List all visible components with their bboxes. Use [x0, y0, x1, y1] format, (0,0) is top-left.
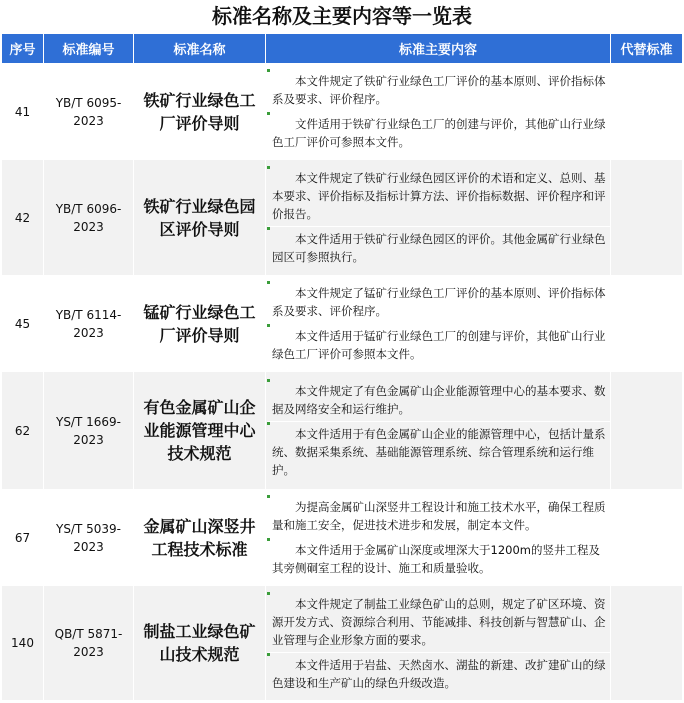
table-row: [2, 586, 683, 701]
row-content-para1: 本文件规定了铁矿行业绿色园区评价的术语和定义、总则、基本要求、评价指标及指标计算方法、评价指标数据、评价程序和评价报告。: [266, 166, 610, 226]
row-content-para1: 本文件规定了铁矿行业绿色工厂评价的基本原则、评价指标体系及要求、评价程序。: [266, 69, 610, 111]
row-name: 制盐工业绿色矿山技术规范: [134, 586, 266, 701]
row-content-para1: 本文件规定了制盐工业绿色矿山的总则，规定了矿区环境、资源开发方式、资源综合利用、节能减排、科技创新与智慧矿山、企业管理与企业形象方面的要求。: [266, 592, 610, 652]
row-replaced: [611, 490, 683, 586]
table-row: [2, 160, 683, 276]
row-content-para2: 本文件适用于铁矿行业绿色园区的评价。其他金属矿行业绿色园区可参照执行。: [266, 226, 610, 269]
row-content: [266, 64, 611, 160]
row-content-para1: 本文件规定了锰矿行业绿色工厂评价的基本原则、评价指标体系及要求、评价程序。: [266, 281, 610, 323]
row-code: [44, 64, 134, 160]
row-code-line2: 2023: [73, 432, 104, 447]
row-code: [44, 372, 134, 490]
row-content-para1: 为提高金属矿山深竖井工程设计和施工技术水平，确保工程质量和施工安全，促进技术进步和发展，制定本文件。: [266, 495, 610, 537]
row-seq: 62: [2, 372, 44, 490]
page-title: 标准名称及主要内容等一览表: [212, 4, 472, 28]
row-code-line1: QB/T 5871-: [54, 627, 123, 641]
row-replaced: [611, 372, 683, 490]
row-seq: 67: [2, 490, 44, 586]
row-content: [266, 490, 611, 586]
header-replaced: 代替标准: [611, 34, 683, 64]
row-code-line2: 2023: [73, 645, 104, 659]
row-code-line1: YB/T 6096-: [55, 201, 122, 216]
row-name: 锰矿行业绿色工厂评价导则: [134, 276, 266, 372]
row-replaced: [611, 160, 683, 276]
row-name: 铁矿行业绿色园区评价导则: [134, 160, 266, 276]
table-row: [2, 64, 683, 160]
row-content: [266, 276, 611, 372]
row-content-para2: 本文件适用于有色金属矿山企业的能源管理中心，包括计量系统、数据采集系统、基础能源管理系统、综合管理系统和运行维护。: [266, 421, 610, 482]
row-content: [266, 160, 611, 276]
row-code-line1: YB/T 6114-: [55, 307, 122, 322]
row-code: [44, 586, 134, 701]
row-name: 有色金属矿山企业能源管理中心技术规范: [134, 372, 266, 490]
row-replaced: [611, 64, 683, 160]
row-content-para2: 本文件适用于金属矿山深度或埋深大于1200m的竖井工程及其旁侧硐室工程的设计、施工和质量验收。: [266, 537, 610, 580]
header-code: 标准编号: [44, 34, 134, 64]
table-row: [2, 372, 683, 490]
row-code-line1: YS/T 5039-: [55, 521, 121, 536]
row-code-line2: 2023: [73, 113, 104, 128]
row-name: 金属矿山深竖井工程技术标准: [134, 490, 266, 586]
row-code: [44, 160, 134, 276]
table-row: [2, 490, 683, 586]
row-content: [266, 372, 611, 490]
header-content: 标准主要内容: [266, 34, 611, 64]
table-row: [2, 276, 683, 372]
header-seq: 序号: [2, 34, 44, 64]
row-code-line1: YS/T 1669-: [55, 414, 121, 429]
row-content-para2: 本文件适用于锰矿行业绿色工厂的创建与评价，其他矿山行业绿色工厂评价可参照本文件。: [266, 323, 610, 366]
row-seq: 45: [2, 276, 44, 372]
table-header-row: [2, 34, 683, 64]
row-replaced: [611, 276, 683, 372]
row-content-para2: 本文件适用于岩盐、天然卤水、湖盐的新建、改扩建矿山的绿色建设和生产矿山的绿色升级改造。: [266, 652, 610, 695]
row-seq: 41: [2, 64, 44, 160]
standards-table: [1, 33, 683, 701]
row-code-line2: 2023: [73, 219, 104, 234]
row-seq: 140: [2, 586, 44, 701]
row-replaced: [611, 586, 683, 701]
row-code: [44, 276, 134, 372]
row-content-para1: 本文件规定了有色金属矿山企业能源管理中心的基本要求、数据及网络安全和运行维护。: [266, 379, 610, 421]
row-code: [44, 490, 134, 586]
row-code-line2: 2023: [73, 539, 104, 554]
row-seq: 42: [2, 160, 44, 276]
row-code-line2: 2023: [73, 325, 104, 340]
row-content-para2: 文件适用于铁矿行业绿色工厂的创建与评价，其他矿山行业绿色工厂评价可参照本文件。: [266, 111, 610, 154]
row-content: [266, 586, 611, 701]
header-name: 标准名称: [134, 34, 266, 64]
row-code-line1: YB/T 6095-: [55, 95, 122, 110]
row-name: 铁矿行业绿色工厂评价导则: [134, 64, 266, 160]
